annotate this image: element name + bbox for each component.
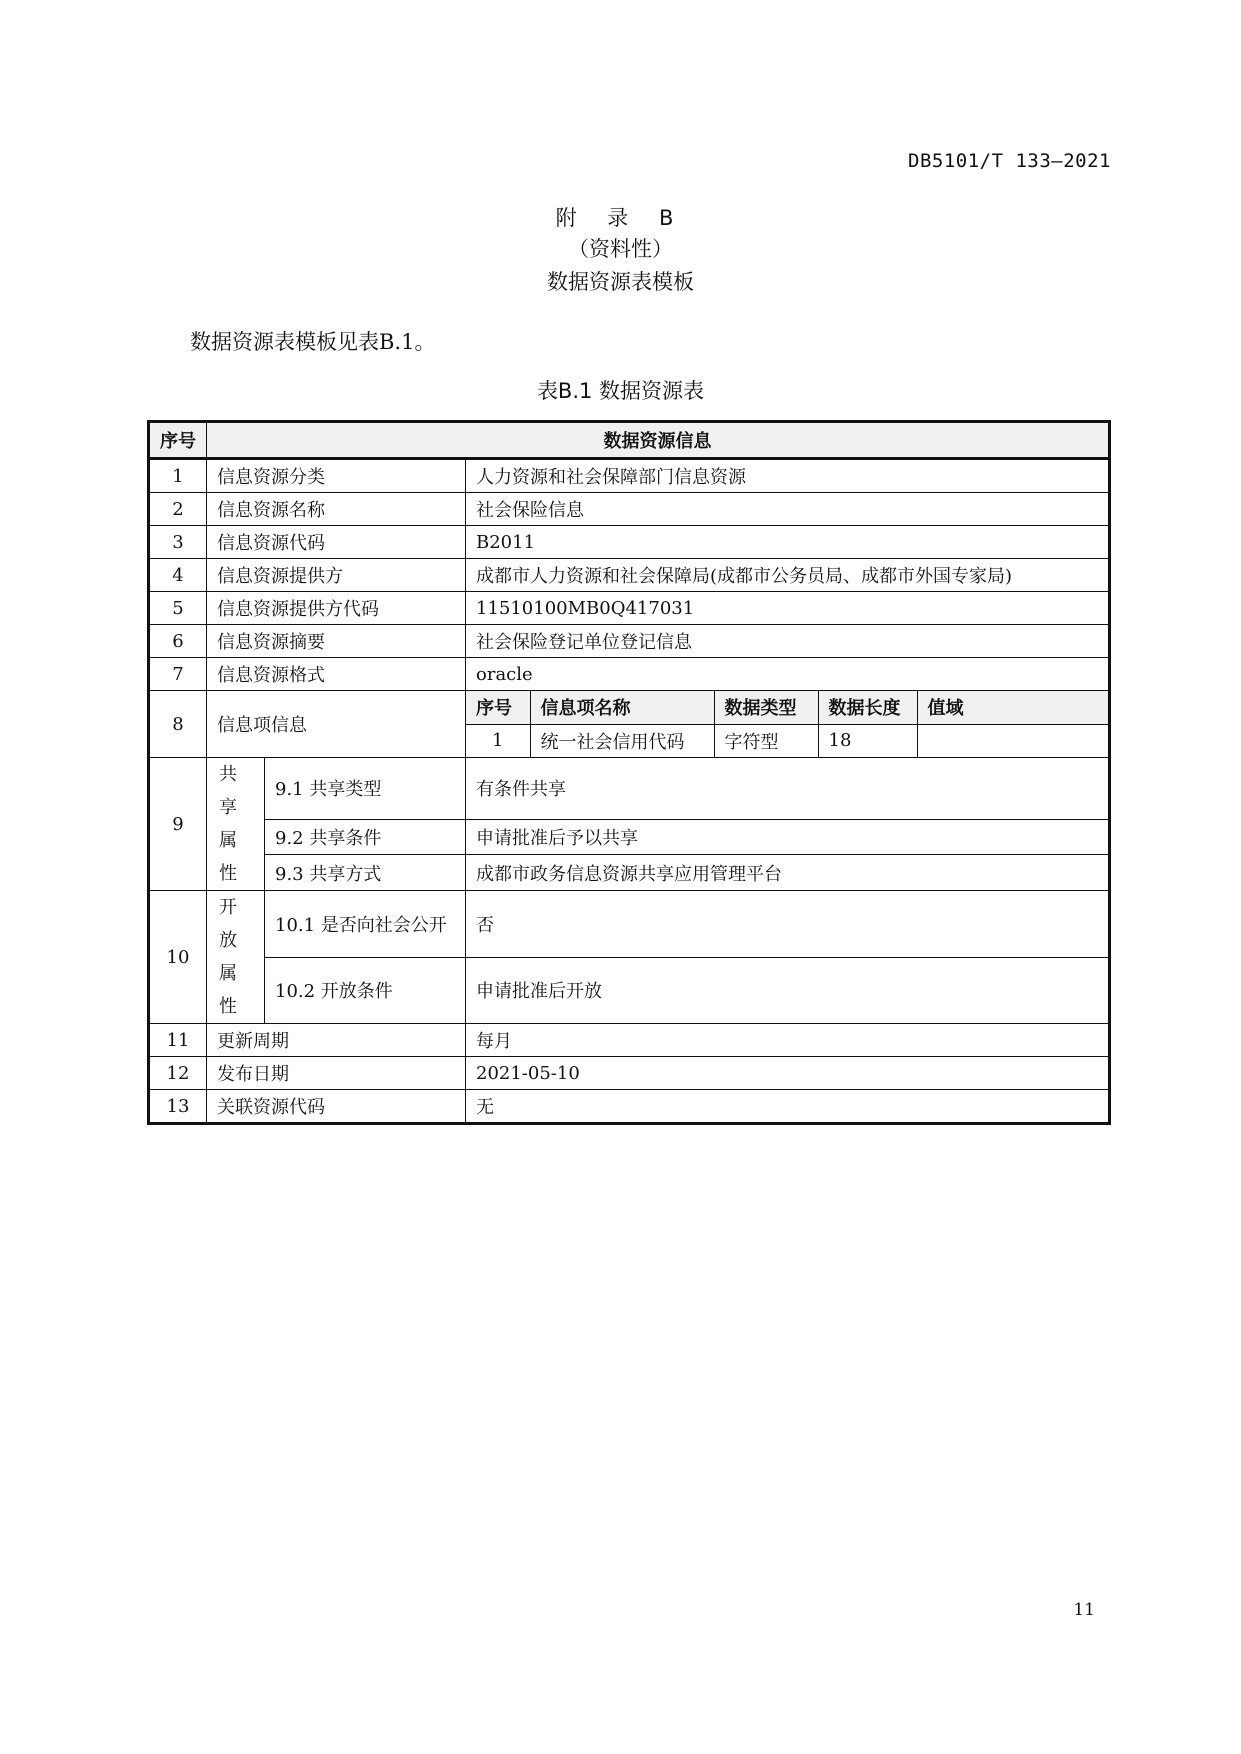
appendix-name: 数据资源表模板 bbox=[547, 270, 694, 294]
sub-value: 有条件共享 bbox=[466, 758, 1110, 820]
row-label: 发布日期 bbox=[207, 1057, 466, 1090]
open-group-label: 开放属性 bbox=[207, 891, 265, 1024]
items-header-type: 数据类型 bbox=[714, 691, 818, 724]
row-no: 11 bbox=[149, 1024, 207, 1057]
row-value: B2011 bbox=[466, 526, 1110, 559]
item-length: 18 bbox=[818, 724, 917, 757]
items-header-length: 数据长度 bbox=[818, 691, 917, 724]
table-row bbox=[149, 625, 1110, 658]
header-no: 序号 bbox=[149, 422, 207, 459]
row-label: 信息资源格式 bbox=[207, 658, 466, 691]
sub-value: 申请批准后开放 bbox=[466, 957, 1110, 1024]
sub-value: 申请批准后予以共享 bbox=[466, 819, 1110, 855]
row-value: 社会保险登记单位登记信息 bbox=[466, 625, 1110, 658]
table-row bbox=[149, 691, 1110, 758]
item-range bbox=[917, 724, 1108, 757]
appendix-subtitle: （资料性） bbox=[568, 237, 673, 261]
page-number: 11 bbox=[1073, 1600, 1095, 1620]
sub-value: 否 bbox=[466, 891, 1110, 958]
table-row bbox=[149, 559, 1110, 592]
row-no: 8 bbox=[149, 691, 207, 758]
row-no: 4 bbox=[149, 559, 207, 592]
table-row bbox=[149, 658, 1110, 691]
items-header-no: 序号 bbox=[466, 691, 530, 724]
item-no: 1 bbox=[466, 724, 530, 757]
row-label: 信息项信息 bbox=[207, 691, 466, 758]
intro-paragraph: 数据资源表模板见表B.1。 bbox=[190, 330, 436, 354]
sub-label: 10.1 是否向社会公开 bbox=[265, 891, 466, 958]
info-items-cell bbox=[466, 691, 1110, 758]
row-label: 信息资源提供方代码 bbox=[207, 592, 466, 625]
item-type: 字符型 bbox=[714, 724, 818, 757]
table-row bbox=[149, 1090, 1110, 1124]
sub-value: 成都市政务信息资源共享应用管理平台 bbox=[466, 855, 1110, 891]
data-resource-table bbox=[147, 420, 1111, 1125]
table-row bbox=[149, 758, 1110, 820]
row-no: 9 bbox=[149, 758, 207, 891]
table-row bbox=[149, 957, 1110, 1024]
table-header-row bbox=[149, 422, 1110, 459]
items-header-name: 信息项名称 bbox=[530, 691, 714, 724]
item-name: 统一社会信用代码 bbox=[530, 724, 714, 757]
row-value: 每月 bbox=[466, 1024, 1110, 1057]
row-no: 3 bbox=[149, 526, 207, 559]
row-label: 信息资源分类 bbox=[207, 459, 466, 493]
row-label: 更新周期 bbox=[207, 1024, 466, 1057]
info-items-header bbox=[466, 691, 1108, 724]
row-label: 信息资源提供方 bbox=[207, 559, 466, 592]
sub-label: 9.3 共享方式 bbox=[265, 855, 466, 891]
document-code: DB5101/T 133—2021 bbox=[908, 150, 1111, 172]
row-no: 5 bbox=[149, 592, 207, 625]
table-row bbox=[149, 1024, 1110, 1057]
row-value: oracle bbox=[466, 658, 1110, 691]
info-items-table bbox=[466, 691, 1108, 757]
row-no: 6 bbox=[149, 625, 207, 658]
row-no: 2 bbox=[149, 493, 207, 526]
row-no: 10 bbox=[149, 891, 207, 1024]
table-row bbox=[149, 1057, 1110, 1090]
header-info: 数据资源信息 bbox=[207, 422, 1110, 459]
table-row bbox=[149, 855, 1110, 891]
row-no: 7 bbox=[149, 658, 207, 691]
row-value: 11510100MB0Q417031 bbox=[466, 592, 1110, 625]
items-header-range: 值域 bbox=[917, 691, 1108, 724]
table-row bbox=[149, 891, 1110, 958]
row-label: 信息资源摘要 bbox=[207, 625, 466, 658]
table-row bbox=[149, 459, 1110, 493]
row-label: 信息资源代码 bbox=[207, 526, 466, 559]
table-caption: 表B.1 数据资源表 bbox=[536, 379, 705, 403]
sub-label: 10.2 开放条件 bbox=[265, 957, 466, 1024]
row-no: 12 bbox=[149, 1057, 207, 1090]
sub-label: 9.1 共享类型 bbox=[265, 758, 466, 820]
row-label: 信息资源名称 bbox=[207, 493, 466, 526]
row-value: 2021-05-10 bbox=[466, 1057, 1110, 1090]
table-row bbox=[149, 526, 1110, 559]
table-row bbox=[149, 493, 1110, 526]
row-label: 关联资源代码 bbox=[207, 1090, 466, 1124]
row-value: 成都市人力资源和社会保障局(成都市公务员局、成都市外国专家局) bbox=[466, 559, 1110, 592]
table-row bbox=[149, 819, 1110, 855]
row-value: 社会保险信息 bbox=[466, 493, 1110, 526]
share-group-label: 共享属性 bbox=[207, 758, 265, 891]
row-no: 1 bbox=[149, 459, 207, 493]
appendix-title: 附 录 B bbox=[555, 206, 686, 230]
row-value: 人力资源和社会保障部门信息资源 bbox=[466, 459, 1110, 493]
sub-label: 9.2 共享条件 bbox=[265, 819, 466, 855]
info-item-row bbox=[466, 724, 1108, 757]
row-no: 13 bbox=[149, 1090, 207, 1124]
row-value: 无 bbox=[466, 1090, 1110, 1124]
table-row bbox=[149, 592, 1110, 625]
